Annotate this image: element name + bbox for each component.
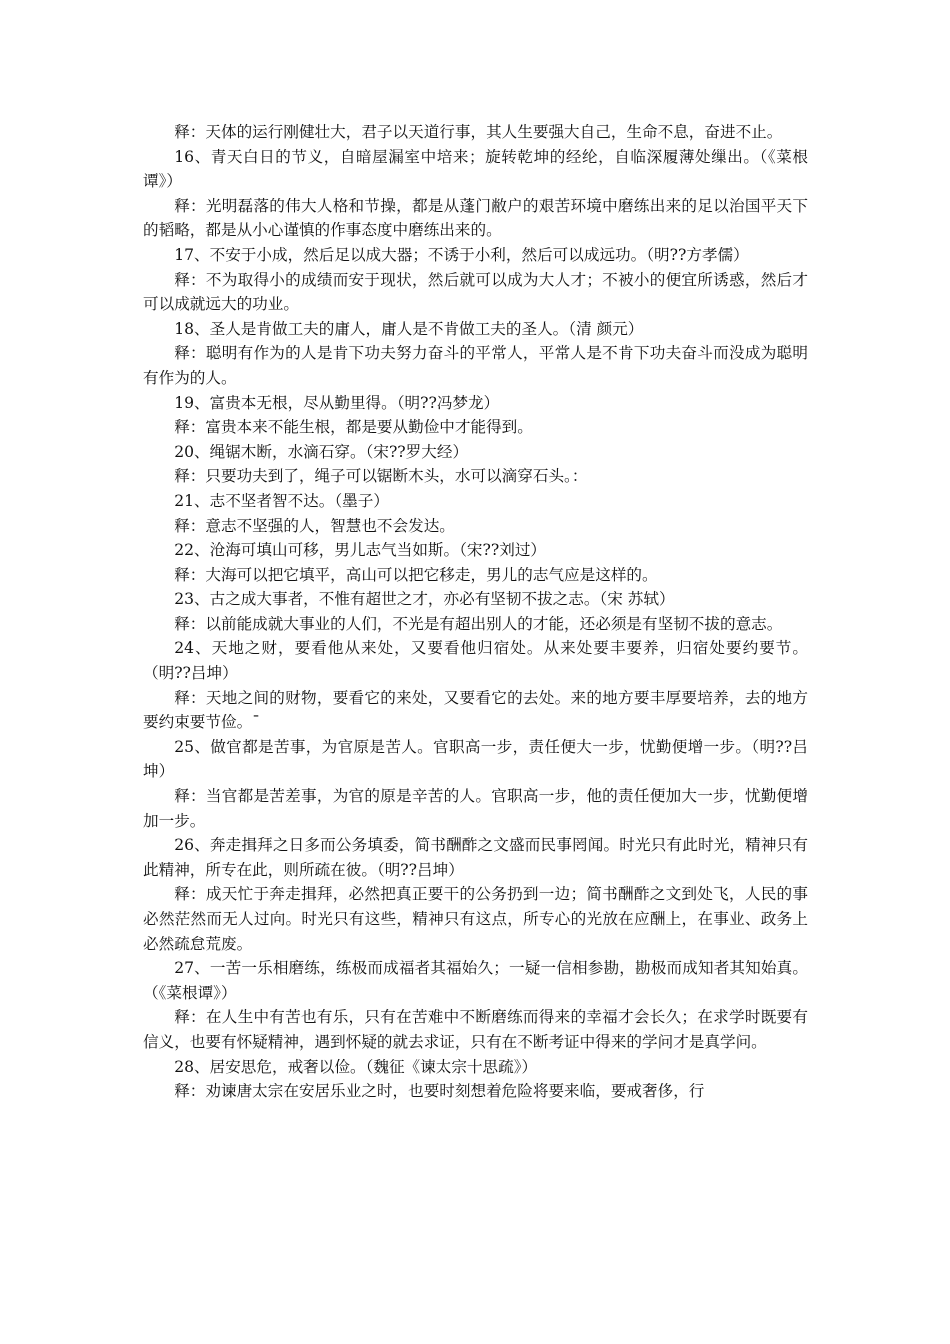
paragraph: 17、不安于小成，然后足以成大器；不诱于小利，然后可以成远功。（明??方孝儒）	[174, 245, 749, 264]
paragraph: 28、居安思危，戒奢以俭。（魏征《谏太宗十思疏》）	[174, 1057, 538, 1076]
paragraph: 16、青天白日的节义，自暗屋漏室中培来；旋转乾坤的经纶，自临深履薄处缫出。（《菜根谭》）	[143, 147, 808, 191]
paragraph: 释：只要功夫到了，绳子可以锯断木头，水可以滴穿石头。：	[174, 467, 588, 486]
paragraph: 23、古之成大事者，不惟有超世之才，亦必有坚韧不拔之志。（宋 苏轼）	[174, 590, 675, 609]
paragraph: 释：成天忙于奔走揖拜，必然把真正要干的公务扔到一边；简书酬酢之文到处飞，人民的事必然茫然而无人过向。时光只有这些，精神只有这点，所专心的光放在应酬上，在事业、政务上必然疏怠荒废。	[143, 885, 808, 953]
paragraph: 24、天地之财，要看他从来处，又要看他归宿处。从来处要丰要养，归宿处要约要节。（明??吕坤）	[143, 639, 808, 683]
paragraph: 释：以前能成就大事业的人们，不光是有超出别人的才能，还必须是有坚韧不拔的意志。	[174, 614, 783, 633]
paragraph: 释：光明磊落的伟大人格和节操，都是从蓬门敝户的艰苦环境中磨练出来的足以治国平天下的韬略，都是从小心谨慎的作事态度中磨练出来的。	[143, 196, 808, 240]
paragraph: 释：当官都是苦差事，为官的原是辛苦的人。官职高一步，他的责任便加大一步，忧勤便增加一步。	[143, 787, 808, 830]
paragraph: 释：大海可以把它填平，高山可以把它移走，男儿的志气应是这样的。	[174, 565, 658, 584]
paragraph: 20、绳锯木断，水滴石穿。（宋??罗大经）	[174, 442, 469, 461]
paragraph: 27、一苦一乐相磨练，练极而成福者其福始久；一疑一信相参勘，勘极而成知者其知始真。（《菜根谭》）	[143, 959, 808, 1002]
paragraph: 25、做官都是苦事，为官原是苦人。官职高一步，责任便大一步，忧勤便增一步。（明??吕坤）	[143, 737, 808, 781]
paragraph: 18、圣人是肯做工夫的庸人，庸人是不肯做工夫的圣人。（清 颜元）	[174, 319, 644, 338]
paragraph: 释：不为取得小的成绩而安于现状，然后就可以成为大人才；不被小的便宜所诱惑，然后才可以成就远大的功业。	[143, 270, 808, 314]
paragraph: 19、富贵本无根，尽从勤里得。（明??冯梦龙）	[174, 393, 500, 412]
paragraph: 释：意志不坚强的人，智慧也不会发达。	[174, 516, 455, 535]
paragraph: 释：天体的运行刚健壮大，君子以天道行事，其人生要强大自己，生命不息，奋进不止。	[174, 123, 783, 141]
paragraph: 22、沧海可填山可移，男儿志气当如斯。（宋??刘过）	[174, 541, 547, 560]
paragraph: 21、志不坚者智不达。（墨子）	[174, 491, 389, 510]
paragraph: 释：天地之间的财物，要看它的来处，又要看它的去处。来的地方要丰厚要培养，去的地方要约束要节俭。¯	[143, 688, 808, 732]
paragraph: 释：在人生中有苦也有乐，只有在苦难中不断磨练而得来的幸福才会长久；在求学时既要有信义，也要有怀疑精神，遇到怀疑的就去求证，只有在不断考证中得来的学问才是真学问。	[143, 1008, 808, 1051]
paragraph: 释：聪明有作为的人是肯下功夫努力奋斗的平常人，平常人是不肯下功夫奋斗而没成为聪明有作为的人。	[143, 344, 808, 387]
paragraph: 释：富贵本来不能生根，都是要从勤俭中才能得到。	[174, 418, 533, 437]
paragraph: 26、奔走揖拜之日多而公务填委，简书酬酢之文盛而民事罔闻。时光只有此时光，精神只有此精神，所专在此，则所疏在彼。（明??吕坤）	[143, 836, 808, 879]
document-page	[143, 120, 808, 1104]
paragraph: 释：劝谏唐太宗在安居乐业之时，也要时刻想着危险将要来临，要戒奢侈，行	[174, 1082, 705, 1101]
